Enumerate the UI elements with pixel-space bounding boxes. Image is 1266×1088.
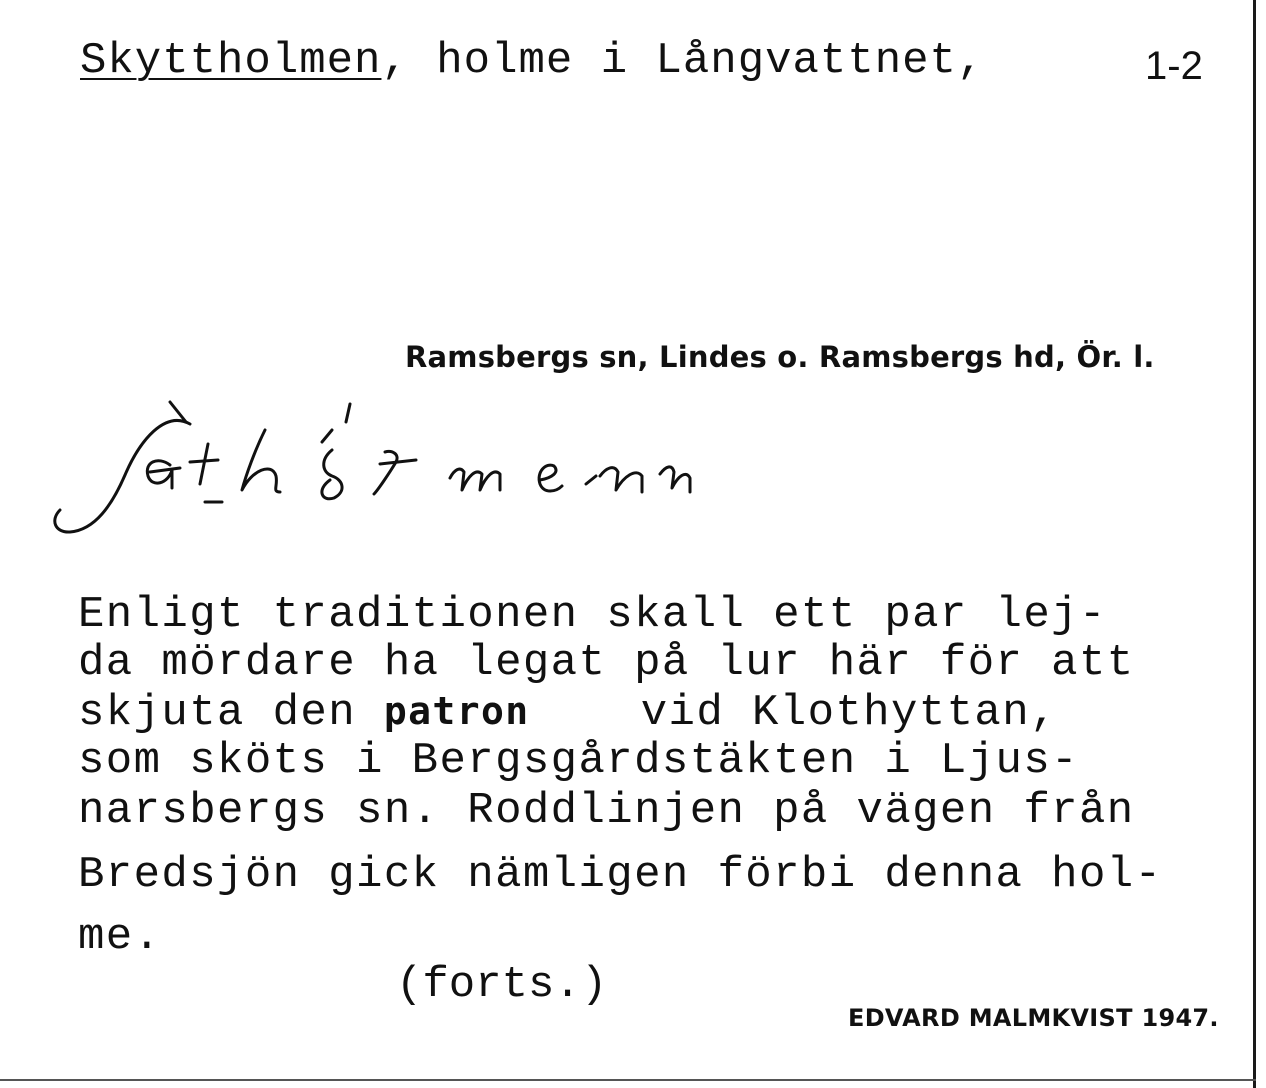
author-stamp: EDVARD MALMKVIST 1947. — [848, 1004, 1219, 1032]
card-edge-bottom — [0, 1079, 1256, 1081]
parish-stamp: Ramsbergs sn, Lindes o. Ramsbergs hd, Ör. l. — [405, 340, 1155, 374]
title-line — [80, 36, 984, 86]
body-line-5: narsbergs sn. Roddlinjen på vägen från — [78, 786, 1135, 836]
body-line-3 — [78, 688, 1058, 738]
card-edge-right — [1253, 0, 1256, 1088]
inserted-word: patron — [383, 689, 530, 733]
body-line-4: som sköts i Bergsgårdstäkten i Ljus- — [78, 736, 1079, 786]
title-rest: , holme i Långvattnet, — [381, 36, 985, 86]
headword: Skyttholmen — [80, 36, 382, 86]
continuation-note: (forts.) — [396, 960, 608, 1010]
body-line-2: da mördare ha legat på lur här för att — [78, 638, 1135, 688]
body-line-3-tail: vid Klothyttan, — [640, 688, 1058, 738]
body-line-1: Enligt traditionen skall ett par lej- — [78, 590, 1107, 640]
body-line-3-start: skjuta den — [78, 688, 384, 738]
handwritten-pronunciation — [40, 380, 700, 550]
card-number: 1-2 — [1145, 44, 1203, 88]
body-line-6: Bredsjön gick nämligen förbi denna hol- — [78, 850, 1163, 900]
body-line-7: me. — [78, 912, 162, 962]
